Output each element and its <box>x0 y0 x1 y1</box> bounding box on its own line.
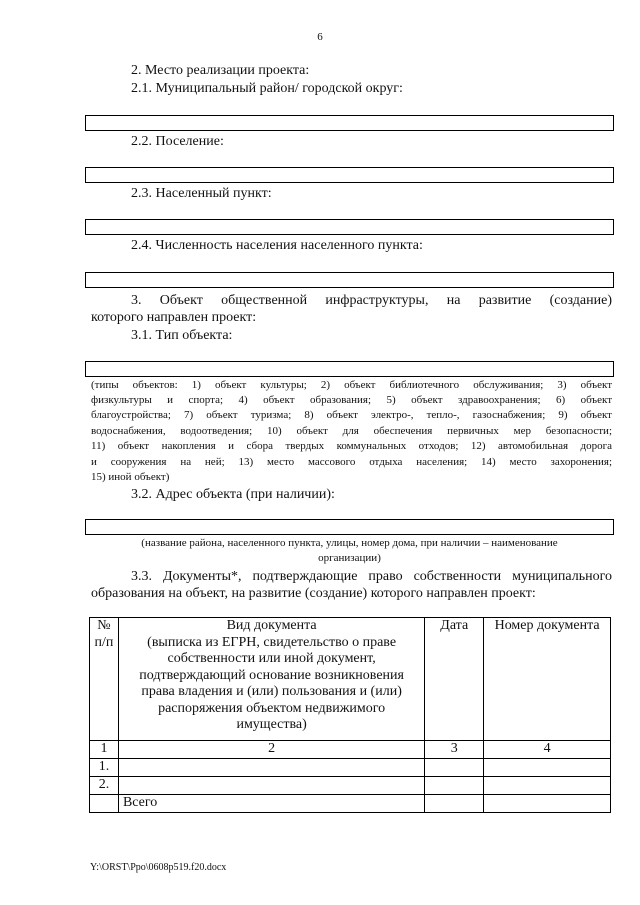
row-kind-cell[interactable] <box>118 777 424 795</box>
table-row <box>90 759 611 777</box>
total-number-cell <box>484 795 611 813</box>
index-cell: 2 <box>118 741 424 759</box>
object-types-line: физкультуры и спорта; 4) объект образования; 5) объект здравоохранения; 6) объект <box>91 394 612 406</box>
address-hint-line1: (название района, населенного пункта, улицы, номер дома, при наличии – наименование <box>141 537 558 549</box>
section-2-1-label: 2.1. Муниципальный район/ городской округ: <box>131 81 403 96</box>
header-kind <box>118 618 424 741</box>
page-number: 6 <box>317 31 323 43</box>
header-num-line: № <box>97 618 111 633</box>
row-num: 2. <box>90 777 119 795</box>
object-types-line: 15) иной объект) <box>91 471 170 483</box>
table-index-row <box>90 741 611 759</box>
documents-table <box>89 617 611 813</box>
section-2-3-label: 2.3. Населенный пункт: <box>131 186 272 201</box>
header-kind-line: Вид документа <box>226 618 317 633</box>
section-3-title-line2: которого направлен проект: <box>91 310 257 325</box>
index-cell: 3 <box>425 741 484 759</box>
row-number-cell[interactable] <box>484 759 611 777</box>
object-types-line: благоустройства; 7) объект туризма; 8) объект электро-, тепло-, газоснабжения; 9) объект <box>91 409 612 421</box>
object-types-line: (типы объектов: 1) объект культуры; 2) объект библиотечного обслуживания; 3) объект <box>91 379 612 391</box>
header-kind-line: имущества) <box>236 717 307 732</box>
header-date: Дата <box>425 618 484 741</box>
header-kind-line: (выписка из ЕГРН, свидетельство о праве <box>147 634 397 650</box>
header-kind-line: права владения и (или) пользования и (или) <box>141 684 402 699</box>
row-date-cell[interactable] <box>425 759 484 777</box>
file-path-footer: Y:\ORST\Ppo\0608p519.f20.docx <box>90 862 227 873</box>
header-number: Номер документа <box>484 618 611 741</box>
header-num <box>90 618 119 741</box>
population-field[interactable] <box>85 272 614 288</box>
section-3-3-line1: 3.3. Документы*, подтверждающие право собственности муниципального <box>131 569 612 584</box>
object-types-line: 11) объект накопления и сбора твердых коммунальных отходов; 12) автомобильная дорога <box>91 440 612 452</box>
section-3-2-label: 3.2. Адрес объекта (при наличии): <box>131 487 335 502</box>
section-2-title: 2. Место реализации проекта: <box>131 63 310 78</box>
object-address-field[interactable] <box>85 519 614 535</box>
municipal-district-field[interactable] <box>85 115 614 131</box>
object-types-line: водоснабжения, водоотведения; 10) объект для обеспечения первичных мер безопасности; <box>91 425 612 437</box>
section-2-2-label: 2.2. Поселение: <box>131 134 224 149</box>
section-3-title-line1: 3. Объект общественной инфраструктуры, на развитие (создание) <box>131 293 612 308</box>
total-empty-cell <box>90 795 119 813</box>
header-kind-line: собственности или иной документ, <box>167 651 376 666</box>
object-types-line: и сооружения на ней; 13) место массового отдыха населения; 14) место захоронения; <box>91 456 612 468</box>
index-cell: 4 <box>484 741 611 759</box>
table-header-row <box>90 618 611 741</box>
row-date-cell[interactable] <box>425 777 484 795</box>
row-num: 1. <box>90 759 119 777</box>
address-hint-line2: организации) <box>318 552 381 564</box>
locality-field[interactable] <box>85 219 614 235</box>
row-number-cell[interactable] <box>484 777 611 795</box>
table-row <box>90 777 611 795</box>
settlement-field[interactable] <box>85 167 614 183</box>
total-date-cell <box>425 795 484 813</box>
row-kind-cell[interactable] <box>118 759 424 777</box>
total-label: Всего <box>118 795 424 813</box>
header-kind-line: распоряжения объектом недвижимого <box>158 700 386 716</box>
section-2-4-label: 2.4. Численность населения населенного пункта: <box>131 238 423 253</box>
section-3-3-line2: образования на объект, на развитие (создание) которого направлен проект: <box>91 586 536 601</box>
section-3-1-label: 3.1. Тип объекта: <box>131 328 233 343</box>
object-type-field[interactable] <box>85 361 614 377</box>
index-cell: 1 <box>90 741 119 759</box>
header-num-line: п/п <box>94 634 114 650</box>
header-kind-line: подтверждающий основание возникновения <box>139 667 404 683</box>
table-total-row <box>90 795 611 813</box>
